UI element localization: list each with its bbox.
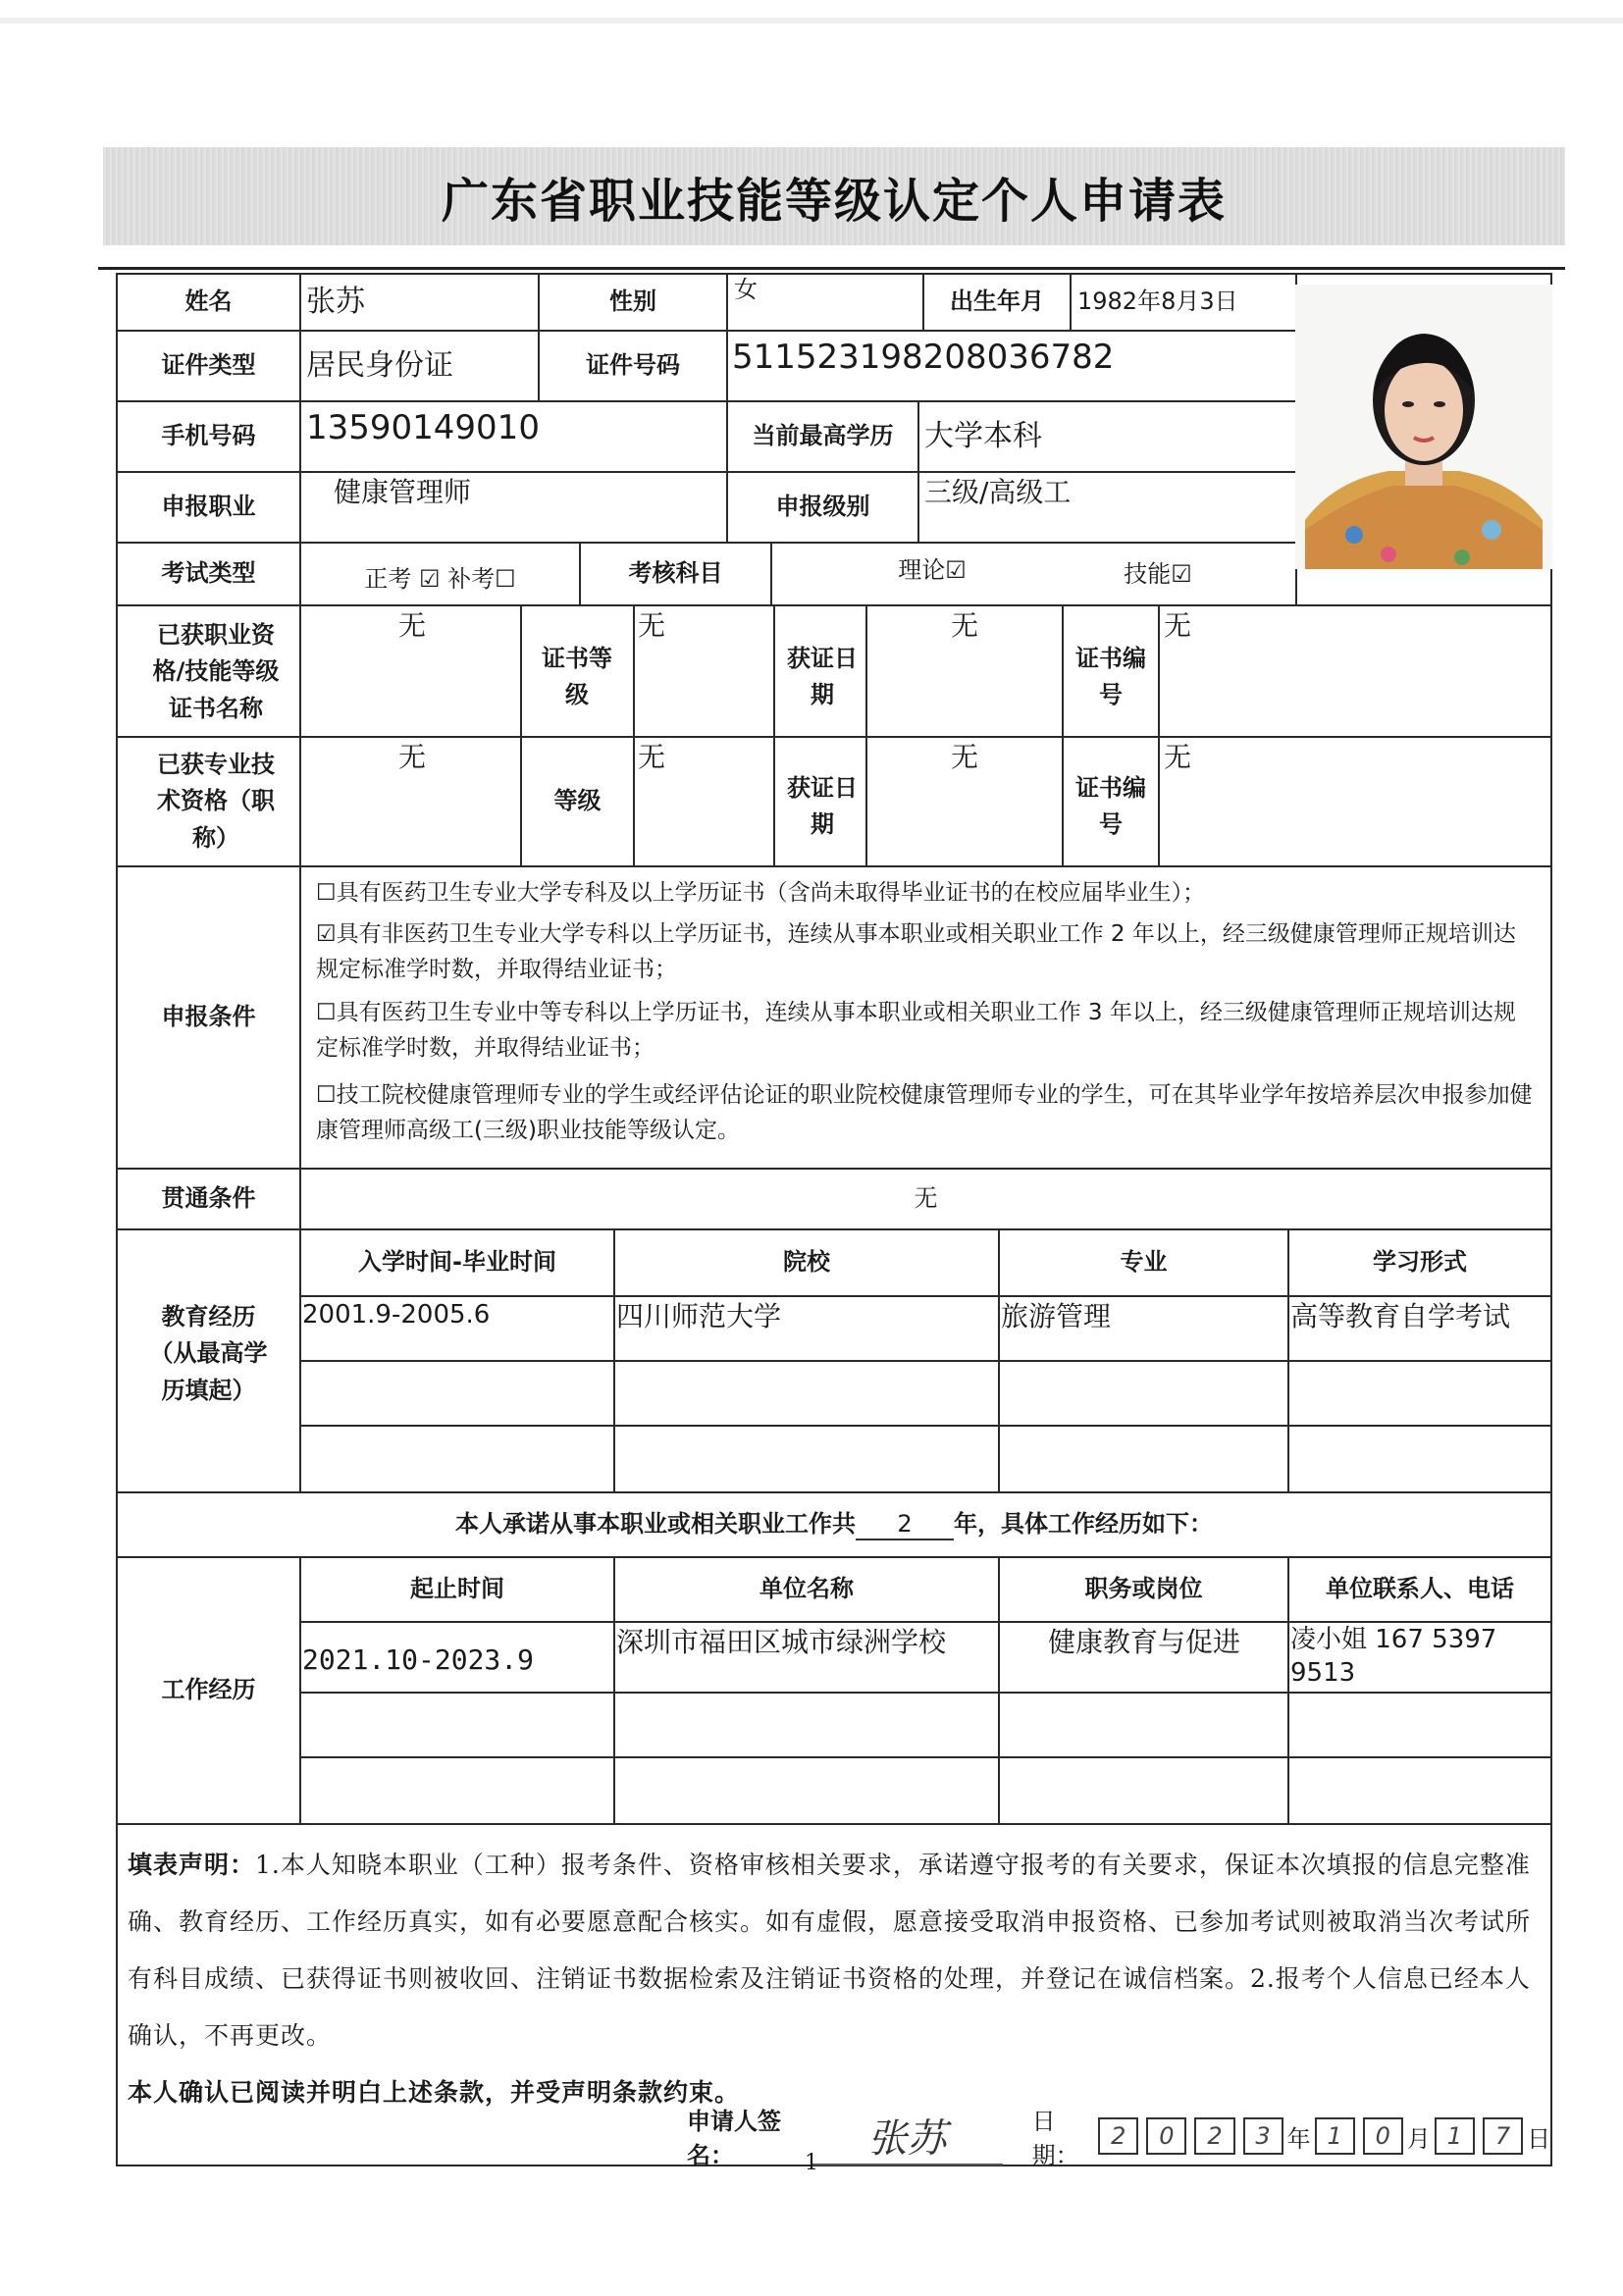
declaration-head: 填表声明：: [128, 1851, 256, 1879]
cert-name[interactable]: 无: [397, 609, 426, 643]
edu-header-major: 专业: [1120, 1248, 1168, 1277]
title-cert-date[interactable]: 无: [950, 741, 978, 774]
cert-date-label: 获证日期: [787, 644, 858, 708]
condition-item-4[interactable]: ☐技工院校健康管理师专业的学生或经评估论证的职业院校健康管理师专业的学生，可在其毕业学年按培养层次申报参加健康管理师高级工(三级)职业技能等级认定。: [316, 1082, 1533, 1143]
gender-label: 性别: [609, 287, 656, 316]
month-digit-2[interactable]: 0: [1363, 2117, 1403, 2155]
year-digit-1[interactable]: 2: [1098, 2117, 1138, 2155]
edu-header-time: 入学时间-毕业时间: [358, 1248, 556, 1277]
title-cert-no-label: 证书编号: [1075, 773, 1146, 838]
cert-grade-label: 证书等级: [542, 644, 612, 708]
year-digit-2[interactable]: 0: [1146, 2117, 1186, 2155]
job-label: 申报职业: [161, 493, 256, 521]
edu-label: 当前最高学历: [752, 422, 894, 450]
conditions-label: 申报条件: [161, 1003, 256, 1031]
title-cert-no[interactable]: 无: [1164, 741, 1192, 774]
month-digit-1[interactable]: 1: [1315, 2117, 1355, 2155]
level-value[interactable]: 三级/高级工: [924, 476, 1072, 509]
id-type-label: 证件类型: [161, 351, 256, 380]
title-cert-grade-label: 等级: [553, 787, 602, 815]
day-digit-2[interactable]: 7: [1483, 2117, 1523, 2155]
title-cert-date-label: 获证日期: [787, 773, 858, 838]
cert-date[interactable]: 无: [950, 609, 978, 643]
pledge-years[interactable]: 2: [856, 1509, 954, 1540]
birth-value[interactable]: 1982年8月3日: [1077, 287, 1238, 316]
edu-row-1-form[interactable]: 高等教育自学考试: [1290, 1300, 1511, 1333]
education-label: 教育经历（从最高学历填起）: [149, 1303, 268, 1404]
id-no-label: 证件号码: [586, 351, 680, 380]
declaration-confirm: 本人确认已阅读并明白上述条款，并受声明条款约束。: [128, 2078, 741, 2107]
form-title: 广东省职业技能等级认定个人申请表: [441, 173, 1227, 229]
work-header-contact: 单位联系人、电话: [1326, 1575, 1514, 1603]
declaration-body: 1.本人知晓本职业（工种）报考条件、资格审核相关要求，承诺遵守报考的有关要求，保证本次填报的信息完整准确、教育经历、工作经历真实，如有必要愿意配合核实。如有虚假，愿意接受取消申报资格、已参加考试则被取消当次考试所有科目成绩、已获得证书则被收回、注销证书数据检索及注销证书资格的处理，并登记在诚信档案。2.报考个人信息已经本人确认，不再更改。: [128, 1851, 1532, 2050]
portrait-image: [1295, 285, 1552, 569]
work-row-1-time[interactable]: 2021.10-2023.9: [302, 1644, 535, 1677]
day-unit: 日: [1527, 2124, 1551, 2153]
edu-header-form: 学习形式: [1373, 1248, 1467, 1277]
title-cert-grade[interactable]: 无: [638, 741, 666, 774]
work-header-time: 起止时间: [410, 1575, 504, 1603]
month-unit: 月: [1406, 2124, 1431, 2153]
edu-row-1-time[interactable]: 2001.9-2005.6: [302, 1299, 491, 1330]
work-row-1-post[interactable]: 健康教育与促进: [1047, 1626, 1240, 1659]
phone-label: 手机号码: [161, 422, 256, 450]
through-value[interactable]: 无: [914, 1184, 938, 1213]
year-unit: 年: [1286, 2124, 1311, 2153]
work-header-post: 职务或岗位: [1084, 1575, 1203, 1603]
exam-type-label: 考试类型: [161, 559, 256, 588]
work-label: 工作经历: [161, 1676, 256, 1704]
name-label: 姓名: [184, 287, 233, 316]
page-number: 1: [805, 2151, 818, 2175]
subject-theory[interactable]: 理论☑: [898, 556, 967, 585]
date-label: 日期：: [1031, 2108, 1079, 2169]
edu-header-school: 院校: [783, 1248, 830, 1277]
condition-item-3[interactable]: ☐具有医药卫生专业中等专科以上学历证书，连续从事本职业或相关职业工作 3 年以上，经三级健康管理师正规培训达规定标准学时数，并取得结业证书；: [316, 1000, 1516, 1061]
year-digit-3[interactable]: 2: [1194, 2117, 1234, 2155]
signature[interactable]: 张苏: [812, 2108, 1002, 2166]
cert-grade[interactable]: 无: [638, 609, 666, 643]
edu-value[interactable]: 大学本科: [924, 418, 1042, 453]
condition-item-1[interactable]: ☐具有医药卫生专业大学专科及以上学历证书（含尚未取得毕业证书的在校应届毕业生）；: [316, 880, 1206, 906]
title-cert-label: 已获专业技术资格（职称）: [157, 751, 275, 852]
job-value[interactable]: 健康管理师: [334, 476, 472, 509]
declaration-text: [128, 1837, 1541, 2064]
work-header-unit: 单位名称: [759, 1575, 854, 1603]
through-label: 贯通条件: [161, 1184, 256, 1213]
birth-label: 出生年月: [950, 287, 1044, 316]
cert-label: 已获职业资格/技能等级证书名称: [152, 621, 280, 722]
pledge-line: [118, 1493, 1550, 1556]
title-cert-name[interactable]: 无: [397, 741, 426, 774]
condition-item-2[interactable]: ☑具有非医药卫生专业大学专科以上学历证书，连续从事本职业或相关职业工作 2 年以上，经三级健康管理师正规培训达规定标准学时数，并取得结业证书；: [316, 921, 1516, 982]
gender-value[interactable]: 女: [734, 276, 758, 304]
phone-value[interactable]: 13590149010: [306, 407, 540, 447]
id-type-value[interactable]: 居民身份证: [306, 347, 453, 383]
work-row-1-contact[interactable]: 凌小姐 167 5397 9513: [1290, 1625, 1497, 1688]
subject-skill[interactable]: 技能☑: [1124, 560, 1192, 589]
name-value[interactable]: 张苏: [306, 284, 365, 319]
edu-row-1-major[interactable]: 旅游管理: [1001, 1300, 1112, 1333]
work-row-1-unit[interactable]: 深圳市福田区城市绿洲学校: [616, 1626, 947, 1659]
level-label: 申报级别: [775, 493, 870, 521]
pledge-suffix: 年，具体工作经历如下：: [954, 1510, 1213, 1539]
sign-label: 申请人签名：: [687, 2108, 781, 2169]
applicant-photo: [1295, 285, 1552, 569]
exam-type-value[interactable]: 正考 ☑ 补考☐: [364, 565, 516, 594]
edu-row-1-school[interactable]: 四川师范大学: [616, 1300, 782, 1333]
pledge-prefix: 本人承诺从事本职业或相关职业工作共: [455, 1510, 856, 1539]
cert-no[interactable]: 无: [1164, 609, 1192, 643]
day-digit-1[interactable]: 1: [1435, 2117, 1475, 2155]
cert-no-label: 证书编号: [1075, 644, 1146, 708]
id-no-value[interactable]: 511523198208036782: [732, 337, 1115, 377]
subject-label: 考核科目: [628, 559, 723, 588]
year-digit-4[interactable]: 3: [1243, 2117, 1283, 2155]
